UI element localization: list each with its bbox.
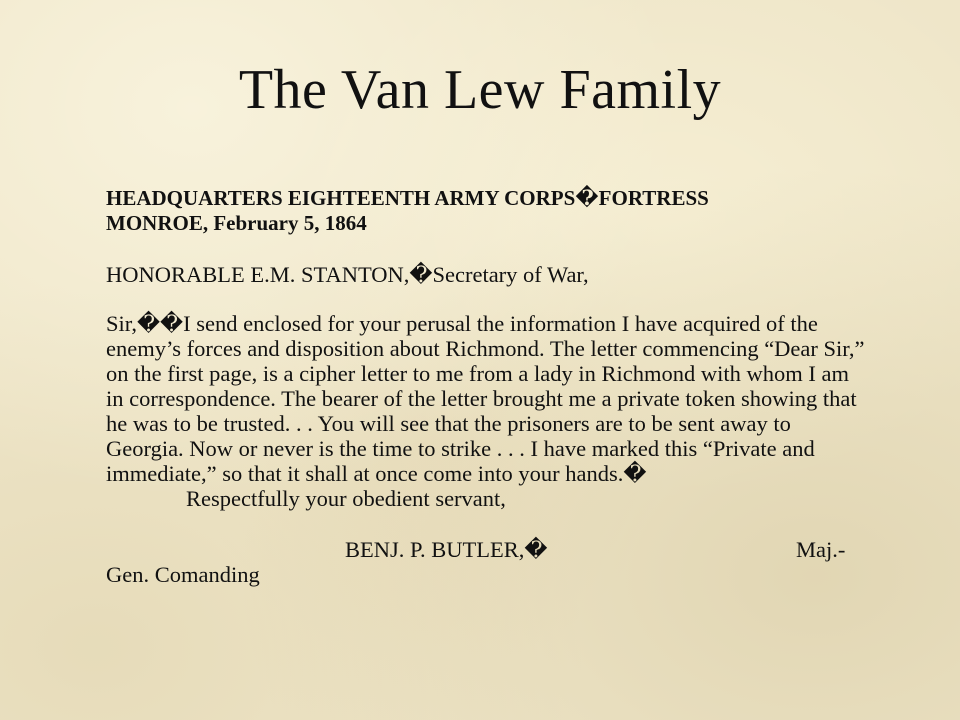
letter-address: HONORABLE E.M. STANTON,�Secretary of War, — [106, 262, 589, 287]
signature-line — [106, 537, 866, 587]
slide-title: The Van Lew Family — [238, 59, 722, 121]
letter-heading-line1: HEADQUARTERS EIGHTEENTH ARMY CORPS�FORTRESS — [106, 186, 709, 210]
letter-heading — [106, 186, 866, 236]
letter-paragraph — [106, 311, 866, 511]
letter-closing: Respectfully your obedient servant, — [186, 486, 506, 511]
letter-body: Sir,��I send enclosed for your perusal the information I have acquired of the enemy’s forces and disposition about Richmond. The letter commencing “Dear Sir,” on the first page, is a cipher letter to me from a lady in Richmond with whom I am in correspondence. The bearer of the letter brought me a private token showing that he was to be trusted. . . You will see that the prisoners are to be sent away to Georgia. Now or never is the time to strike . . . I have marked this “Private and immediate,” so that it shall at once come into your hands.� — [106, 311, 865, 486]
letter-text — [106, 186, 866, 587]
signature-rank-part1: Maj.- — [796, 537, 846, 562]
letter-heading-line2: MONROE, February 5, 1864 — [106, 211, 367, 235]
signature-rank-part2: Gen. Comanding — [106, 562, 260, 587]
signature-name: BENJ. P. BUTLER,� — [345, 537, 548, 562]
